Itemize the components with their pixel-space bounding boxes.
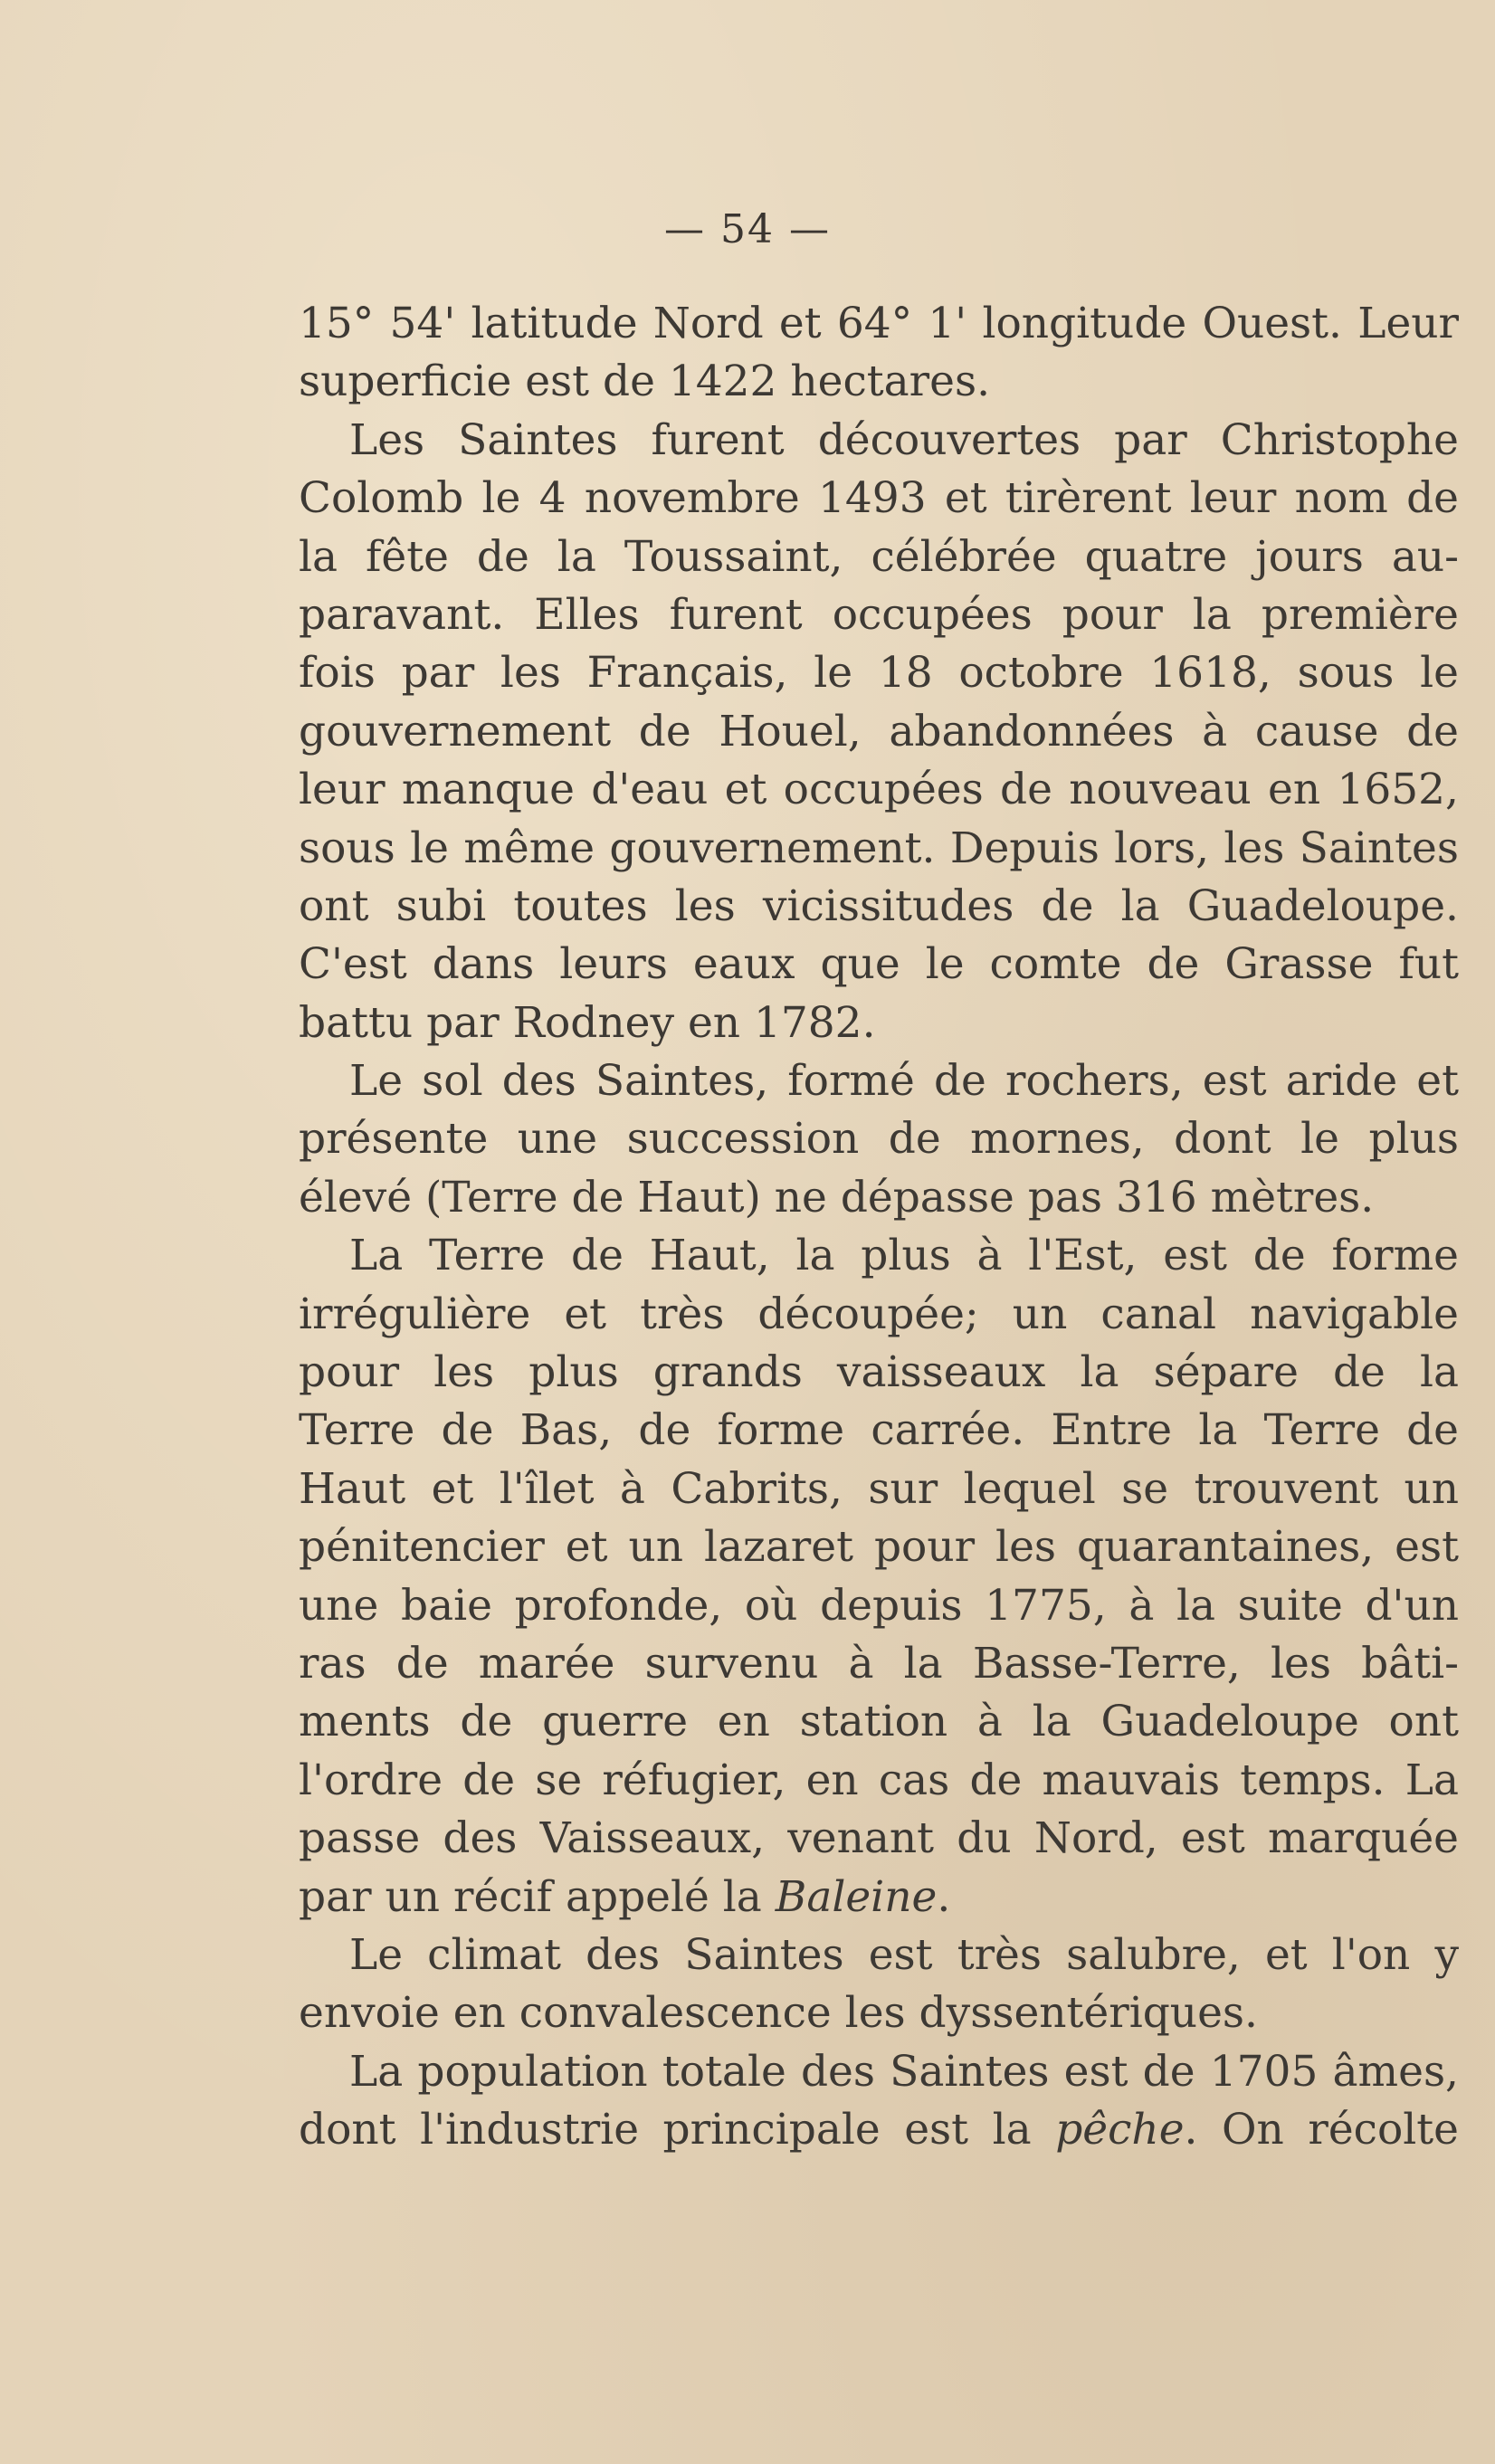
- punctuation: .: [937, 1871, 951, 1922]
- text-line: battu par Rodney en 1782.: [299, 997, 876, 1048]
- text-line: Terre de Bas, de forme carrée. Entre la Terre de: [299, 1405, 1459, 1456]
- text-line: élevé (Terre de Haut) ne dépasse pas 316 mètres.: [299, 1172, 1375, 1222]
- text-line-with-italic: [299, 2101, 1459, 2159]
- text-line-with-italic: [299, 1869, 1459, 1926]
- text-line: paravant. Elles furent occupées pour la première: [299, 589, 1459, 640]
- text-run: par un récif appelé la: [299, 1871, 762, 1922]
- text-line: Haut et l'îlet à Cabrits, sur lequel se trouvent un: [299, 1463, 1459, 1514]
- punctuation: .: [1184, 2105, 1198, 2155]
- text-line: la fête de la Toussaint, célébrée quatre jours au-: [299, 531, 1459, 582]
- text-line: pour les plus grands vaisseaux la sépare de la: [299, 1347, 1459, 1398]
- text-line: fois par les Français, le 18 octobre 1618, sous le: [299, 648, 1459, 699]
- paragraph-start-line: Le sol des Saintes, formé de rochers, est aride et: [349, 1056, 1459, 1107]
- text-line: gouvernement de Houel, abandonnées à cause de: [299, 706, 1459, 756]
- paragraph-start-line: La Terre de Haut, la plus à l'Est, est de forme: [349, 1231, 1459, 1281]
- paragraph-start-line: Le climat des Saintes est très salubre, et l'on y: [349, 1929, 1459, 1980]
- text-run: On récolte: [1222, 2105, 1459, 2155]
- text-line: présente une succession de mornes, dont le plus: [299, 1114, 1459, 1165]
- text-line: Colomb le 4 novembre 1493 et tirèrent leur nom de: [299, 473, 1459, 524]
- italic-word-baleine: Baleine: [775, 1871, 938, 1922]
- text-line: sous le même gouvernement. Depuis lors, les Saintes: [299, 823, 1459, 873]
- text-line: une baie profonde, où depuis 1775, à la suite d'un: [299, 1580, 1459, 1631]
- text-line: leur manque d'eau et occupées de nouveau en 1652,: [299, 765, 1459, 815]
- text-line: superficie est de 1422 hectares.: [299, 357, 991, 407]
- text-line: irrégulière et très découpée; un canal navigable: [299, 1289, 1459, 1339]
- paragraph-start-line: La population totale des Saintes est de 1705 âmes,: [349, 2046, 1459, 2097]
- page-number: — 54 —: [664, 206, 831, 252]
- paragraph-start-line: Les Saintes furent découvertes par Christophe: [349, 414, 1459, 465]
- text-run: dont l'industrie principale est la: [299, 2105, 1032, 2155]
- text-line: pénitencier et un lazaret pour les quarantaines, est: [299, 1522, 1459, 1573]
- text-line: 15° 54' latitude Nord et 64° 1' longitude Ouest. Leur: [299, 299, 1459, 348]
- italic-word-peche: pêche: [1055, 2105, 1185, 2155]
- text-line: ments de guerre en station à la Guadeloupe ont: [299, 1697, 1459, 1747]
- text-line: l'ordre de se réfugier, en cas de mauvais temps. La: [299, 1755, 1459, 1805]
- text-line: passe des Vaisseaux, venant du Nord, est marquée: [299, 1813, 1459, 1864]
- text-line: ras de marée survenu à la Basse-Terre, les bâti-: [299, 1638, 1459, 1689]
- body-text: [299, 295, 1459, 2160]
- text-line: envoie en convalescence les dyssentériques.: [299, 1988, 1258, 2039]
- text-line: C'est dans leurs eaux que le comte de Grasse fut: [299, 939, 1459, 990]
- text-line: ont subi toutes les vicissitudes de la Guadeloupe.: [299, 880, 1459, 931]
